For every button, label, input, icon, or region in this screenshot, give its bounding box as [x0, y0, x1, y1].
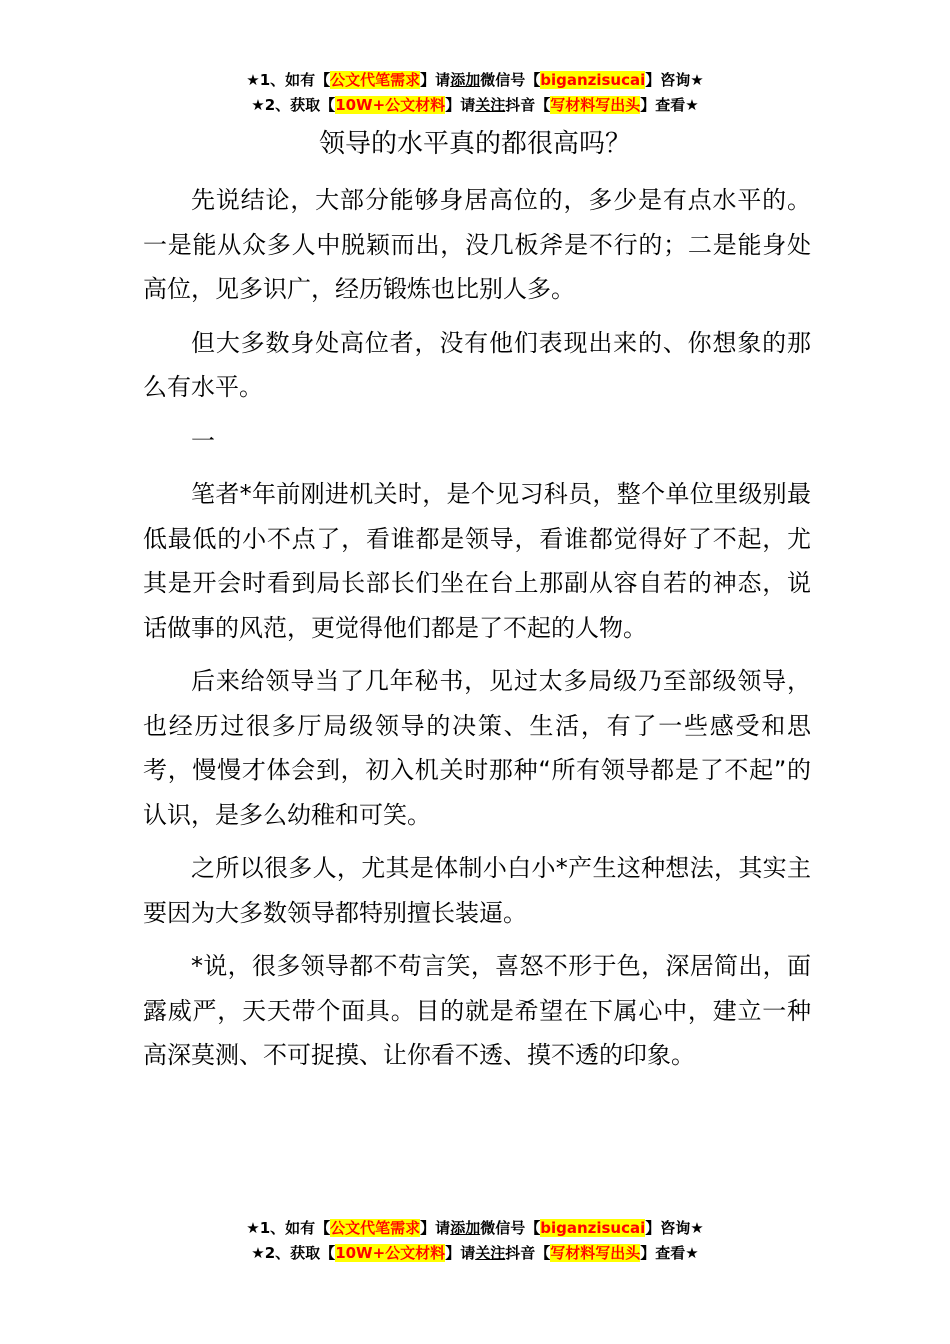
paragraph-secretary: 后来给领导当了几年秘书，见过太多局级乃至部级领导，也经历过很多厅局级领导的决策、生活，有了一些感受和思考，慢慢才体会到，初入机关时那种“所有领导都是了不起”的认识，是多么幼稚和可笑。	[143, 667, 811, 829]
paragraph-mask: *说，很多领导都不苟言笑，喜怒不形于色，深居简出，面露威严，天天带个面具。目的就是希望在下属心中，建立一种高深莫测、不可捉摸、让你看不透、摸不透的印象。	[143, 952, 811, 1069]
footer-line-2-underline: 关注	[475, 1244, 506, 1262]
banner-line-1	[0, 68, 950, 93]
footer-line-2-prefix: ★2、获取【	[251, 1244, 336, 1262]
banner-line-2	[0, 93, 950, 118]
footer-line-1-prefix: ★1、如有【	[246, 1219, 331, 1237]
footer-line-2-highlight-douyin: 写材料写出头	[550, 1244, 641, 1262]
footer-line-2	[0, 1241, 950, 1266]
banner-line-1-suffix: 】咨询★	[645, 71, 704, 89]
footer-line-2-mid2: 抖音【	[505, 1244, 551, 1262]
paragraph-contrast: 但大多数身处高位者，没有他们表现出来的、你想象的那么有水平。	[143, 328, 811, 401]
paragraph-reason: 之所以很多人，尤其是体制小白小*产生这种想法，其实主要因为大多数领导都特别擅长装逼。	[143, 854, 811, 927]
footer-line-1-suffix: 】咨询★	[645, 1219, 704, 1237]
banner-line-2-mid2: 抖音【	[505, 96, 551, 114]
document-title: 领导的水平真的都很高吗？	[318, 129, 631, 159]
header-banner	[0, 68, 950, 118]
footer-line-1-highlight-service: 公文代笔需求	[330, 1219, 421, 1237]
banner-line-1-mid: 】请	[420, 71, 451, 89]
footer-line-2-highlight-materials: 10W+公文材料	[335, 1244, 446, 1262]
footer-line-1-highlight-wechat: biganzisucai	[540, 1219, 646, 1237]
banner-line-2-highlight-douyin: 写材料写出头	[550, 96, 641, 114]
footer-line-1-mid: 】请	[420, 1219, 451, 1237]
banner-line-1-mid2: 微信号【	[480, 71, 541, 89]
footer-line-1-mid2: 微信号【	[480, 1219, 541, 1237]
banner-line-2-suffix: 】查看★	[640, 96, 699, 114]
document-body	[143, 178, 811, 1087]
banner-line-2-mid: 】请	[445, 96, 476, 114]
footer-line-2-suffix: 】查看★	[640, 1244, 699, 1262]
paragraph-conclusion: 先说结论，大部分能够身居高位的，多少是有点水平的。一是能从众多人中脱颖而出，没几板斧是不行的；二是能身处高位，见多识广，经历锻炼也比别人多。	[143, 186, 811, 303]
section-heading-one: 一	[191, 426, 215, 455]
banner-line-1-underline: 添加	[450, 71, 481, 89]
footer-line-2-mid: 】请	[445, 1244, 476, 1262]
footer-line-1-underline: 添加	[450, 1219, 481, 1237]
banner-line-2-highlight-materials: 10W+公文材料	[335, 96, 446, 114]
banner-line-2-prefix: ★2、获取【	[251, 96, 336, 114]
banner-line-1-highlight-wechat: biganzisucai	[540, 71, 646, 89]
footer-banner	[0, 1216, 950, 1266]
banner-line-2-underline: 关注	[475, 96, 506, 114]
paragraph-early-career: 笔者*年前刚进机关时，是个见习科员，整个单位里级别最低最低的小不点了，看谁都是领导，看谁都觉得好了不起，尤其是开会时看到局长部长们坐在台上那副从容自若的神态，说话做事的风范，更觉得他们都是了不起的人物。	[143, 480, 811, 642]
banner-line-1-prefix: ★1、如有【	[246, 71, 331, 89]
footer-line-1	[0, 1216, 950, 1241]
banner-line-1-highlight-service: 公文代笔需求	[330, 71, 421, 89]
